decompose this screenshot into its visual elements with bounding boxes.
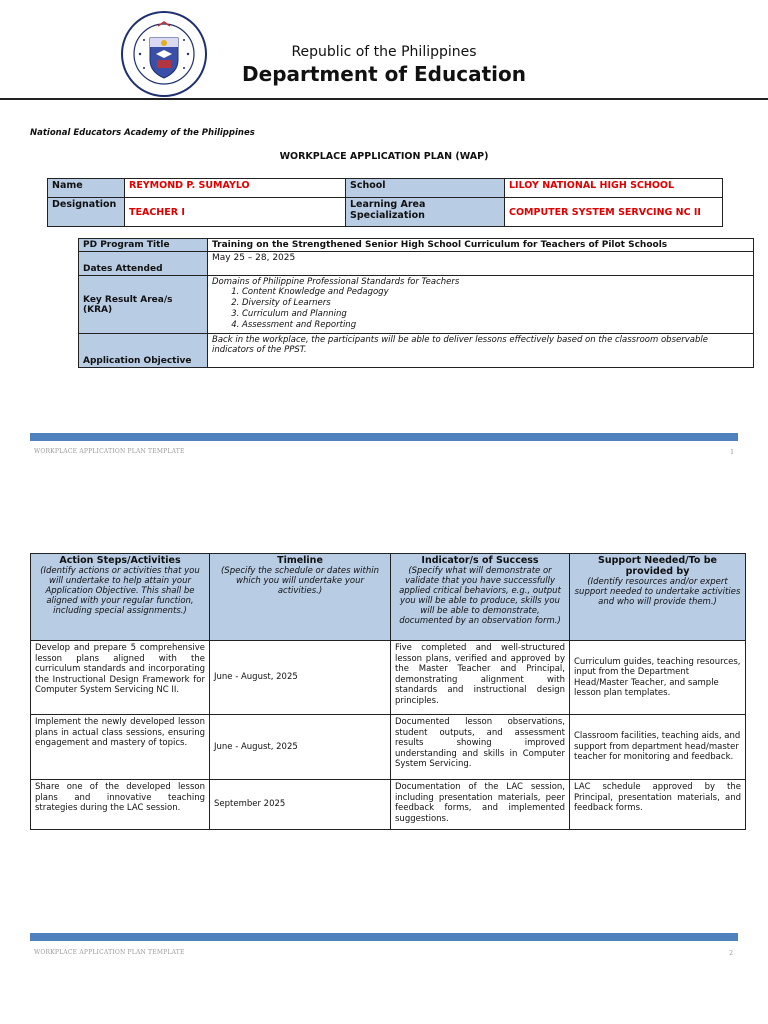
- kra-item: 2. Diversity of Learners: [242, 298, 749, 309]
- table-row: [31, 641, 746, 715]
- designation-value: TEACHER I: [125, 198, 346, 227]
- kra-value: [208, 276, 754, 334]
- table-row: [31, 780, 746, 830]
- program-title-label: PD Program Title: [79, 239, 208, 252]
- action-plan-table: [30, 553, 746, 830]
- header-indicators: Indicator/s of Success (Specify what will demonstrate or validate that you have successfully applied critical behaviors, e.g., output you will be able to produce, skills you will be able to demonstrate, documented by an observation form.): [391, 554, 570, 641]
- footer-bar: [30, 933, 738, 941]
- learning-area-value: COMPUTER SYSTEM SERVCING NC II: [505, 198, 723, 227]
- kra-item: 1. Content Knowledge and Pedagogy: [242, 287, 749, 298]
- kra-item: 3. Curriculum and Planning: [242, 309, 749, 320]
- action-cell: Share one of the developed lesson plans and innovative teaching strategies during the LAC session.: [31, 780, 210, 830]
- name-value: REYMOND P. SUMAYLO: [125, 179, 346, 198]
- objective-label: Application Objective: [79, 334, 208, 368]
- designation-label: Designation: [48, 198, 125, 227]
- header-action-steps: Action Steps/Activities (Identify actions or activities that you will undertake to help attain your Application Objective. This shall be aligned with your regular function, including special assignments.): [31, 554, 210, 641]
- timeline-cell: June - August, 2025: [210, 715, 391, 780]
- republic-heading: Republic of the Philippines: [291, 44, 477, 60]
- school-label: School: [346, 179, 505, 198]
- action-cell: Develop and prepare 5 comprehensive lesson plans aligned with the curriculum standards and incorporating the Instructional Design Framework for Computer System Servicing NC II.: [31, 641, 210, 715]
- action-cell: Implement the newly developed lesson plans in actual class sessions, ensuring engagement and mastery of topics.: [31, 715, 210, 780]
- support-cell: Curriculum guides, teaching resources, input from the Department Head/Master Teacher, and sample lesson plan templates.: [570, 641, 746, 715]
- table-row: [31, 715, 746, 780]
- footer-template-label: WORKPLACE APPLICATION PLAN TEMPLATE: [34, 448, 185, 455]
- document-title: WORKPLACE APPLICATION PLAN (WAP): [279, 151, 489, 162]
- learning-area-label: Learning Area Specialization: [346, 198, 505, 227]
- kra-item: 4. Assessment and Reporting: [242, 320, 749, 331]
- indicator-cell: Documentation of the LAC session, including presentation materials, peer feedback forms, and implemented suggestions.: [391, 780, 570, 830]
- dates-label: Dates Attended: [79, 252, 208, 276]
- department-heading: Department of Education: [242, 62, 526, 86]
- kra-intro: Domains of Philippine Professional Standards for Teachers: [212, 277, 460, 287]
- objective-value: Back in the workplace, the participants will be able to deliver lessons effectively based on the classroom observable indicators of the PPST.: [208, 334, 754, 368]
- header-support: Support Needed/To be provided by (Identify resources and/or expert support needed to undertake activities and who will provide them.): [570, 554, 746, 641]
- support-cell: Classroom facilities, teaching aids, and support from department head/master teacher for monitoring and feedback.: [570, 715, 746, 780]
- indicator-cell: Five completed and well-structured lesson plans, verified and approved by the Master Teacher and Principal, demonstrating alignment with standards and instructional design principles.: [391, 641, 570, 715]
- header-divider: [0, 98, 768, 100]
- timeline-cell: June - August, 2025: [210, 641, 391, 715]
- name-label: Name: [48, 179, 125, 198]
- pd-program-table: [78, 238, 754, 368]
- participant-info-table: [47, 178, 723, 227]
- timeline-cell: September 2025: [210, 780, 391, 830]
- page-number: 2: [729, 949, 734, 957]
- footer-template-label: WORKPLACE APPLICATION PLAN TEMPLATE: [34, 949, 185, 956]
- program-title-value: Training on the Strengthened Senior High School Curriculum for Teachers of Pilot Schools: [208, 239, 754, 252]
- kra-list: [212, 287, 749, 331]
- support-cell: LAC schedule approved by the Principal, presentation materials, and feedback forms.: [570, 780, 746, 830]
- kra-label: Key Result Area/s (KRA): [79, 276, 208, 334]
- dates-value: May 25 – 28, 2025: [208, 252, 754, 276]
- indicator-cell: Documented lesson observations, student outputs, and assessment results showing improved understanding and skills in Computer System Servicing.: [391, 715, 570, 780]
- academy-name: National Educators Academy of the Philippines: [30, 128, 255, 138]
- footer-bar: [30, 433, 738, 441]
- header-timeline: Timeline (Specify the schedule or dates within which you will undertake your activities.): [210, 554, 391, 641]
- page-number: 1: [730, 448, 735, 456]
- school-value: LILOY NATIONAL HIGH SCHOOL: [505, 179, 723, 198]
